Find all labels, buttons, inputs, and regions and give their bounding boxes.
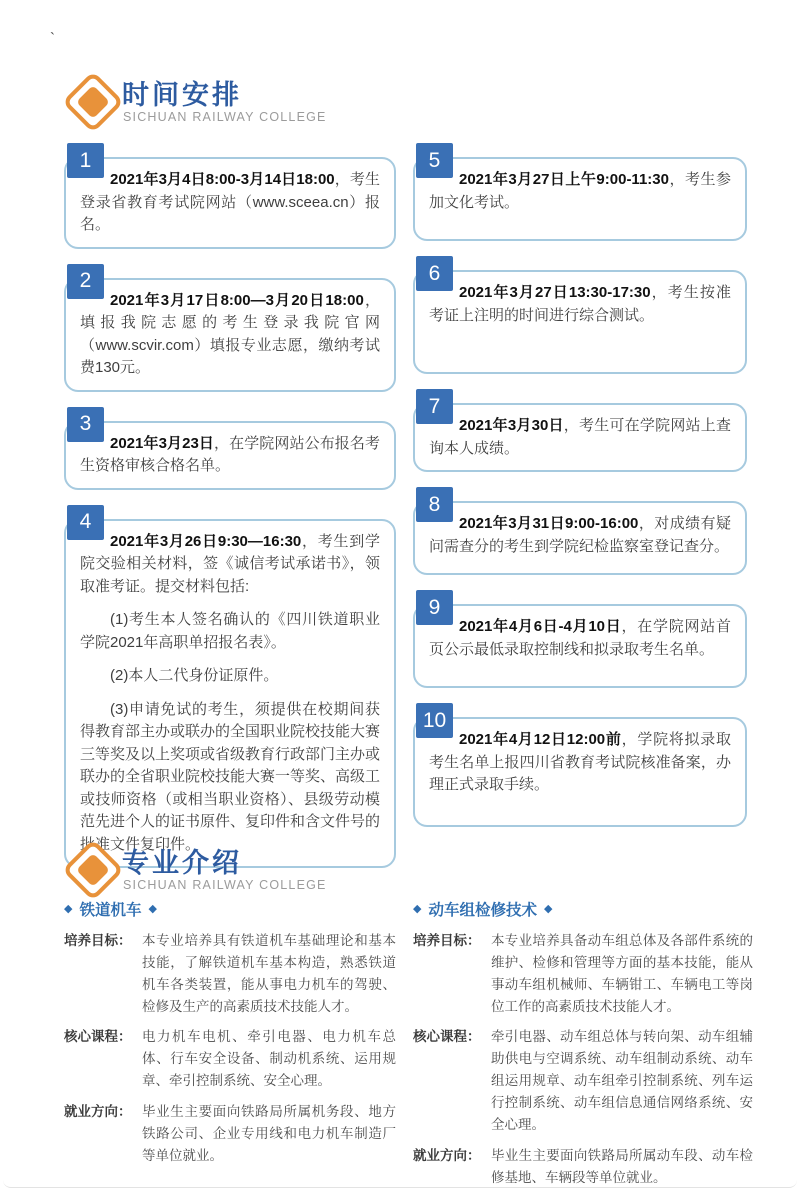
- date-text: 2021年3月26日9:30—16:30: [110, 532, 302, 550]
- date-text: 2021年3月31日9:00-16:00: [459, 515, 639, 532]
- step-number-badge: 7: [416, 389, 453, 424]
- section-title: 专业介绍: [122, 848, 242, 878]
- date-text: 2021年4月6日-4月10日: [459, 618, 622, 635]
- body-text: ，填报我院志愿的考生登录我院官网（www.scvir.com）填报专业志愿，缴纳考试费130元。: [80, 291, 380, 376]
- date-text: 2021年3月23日: [110, 434, 214, 452]
- schedule-column-right: [413, 143, 747, 856]
- row-text: 毕业生主要面向铁路局所属机务段、地方铁路公司、企业专用线和电力机车制造厂等单位就业。: [142, 1104, 396, 1163]
- major-railway-locomotive: [64, 898, 396, 1176]
- step-number-badge: 6: [416, 256, 453, 291]
- material-item-1: (1)考生本人签名确认的《四川铁道职业学院2021年高职单招报名表》。: [80, 611, 380, 651]
- body-text: ，考生可在学院网站上查询本人成绩。: [429, 417, 731, 457]
- body-text: ，学院将拟录取考生名单上报四川省教育考试院核准备案，办理正式录取手续。: [429, 731, 731, 793]
- date-text: 2021年4月12日12:00前: [459, 731, 622, 748]
- body-text: ，考生登录省教育考试院网站（www.sceea.cn）报名。: [80, 171, 380, 233]
- schedule-box-4: [64, 510, 396, 869]
- step-number-badge: 5: [416, 143, 453, 178]
- schedule-box-9: [413, 595, 747, 688]
- major-row-goal: [64, 930, 396, 1017]
- step-number-badge: 4: [67, 505, 104, 540]
- schedule-box-8: [413, 492, 747, 575]
- date-text: 2021年3月4日8:00-3月14日18:00: [110, 171, 335, 188]
- diamond-logo-icon: [64, 72, 120, 130]
- section-subtitle: SICHUAN RAILWAY COLLEGE: [123, 110, 327, 124]
- page-bottom-edge: [3, 1180, 797, 1188]
- material-item-3: (3)申请免试的考生，须提供在校期间获得教育部主办或联办的全国职业院校技能大赛三等奖及以上奖项或省级教育行政部门主办或联办的全省职业院校技能大赛一等奖、高级工或技师资格（或相当职业资格）、县级劳动模范先进个人的证书原件、复印件和含文件号的批准文件复印件。: [80, 700, 381, 853]
- schedule-text: [429, 169, 731, 214]
- major-row-courses: [64, 1026, 396, 1092]
- row-text: 毕业生主要面向铁路局所属动车段、动车检修基地、车辆段等单位就业。: [491, 1147, 753, 1185]
- body-text: ，对成绩有疑问需查分的考生到学院纪检监察室登记查分。: [429, 515, 731, 555]
- row-text: 本专业培养具有铁道机车基础理论和基本技能，了解铁道机车基本构造，熟悉铁道机车各类装置，能从事电力机车的驾驶、检修及生产的高素质技术技能人才。: [142, 933, 396, 1014]
- schedule-text: [429, 729, 731, 797]
- body-text: ，在学院网站公布报名考生资格审核合格名单。: [80, 434, 380, 474]
- row-label: 核心课程：: [413, 1029, 481, 1045]
- schedule-column-left: [64, 143, 396, 897]
- schedule-text: [429, 513, 731, 558]
- row-text: 牵引电器、动车组总体与转向架、动车组辅助供电与空调系统、动车组制动系统、动车组运用规章、动车组牵引控制系统、列车运行控制系统、动车组信息通信网络系统、安全心理。: [491, 1029, 753, 1132]
- schedule-text: [80, 531, 380, 599]
- schedule-text: [80, 290, 380, 380]
- schedule-box-2: [64, 269, 396, 392]
- date-text: 2021年3月17日8:00—3月20日18:00: [110, 291, 364, 309]
- row-label: 核心课程：: [64, 1029, 132, 1045]
- schedule-text: [429, 616, 731, 661]
- major-emu-maintenance: [413, 898, 753, 1197]
- diamond-logo-icon: [64, 840, 120, 898]
- date-text: 2021年3月27日13:30-17:30: [459, 284, 651, 301]
- schedule-box-5: [413, 148, 747, 241]
- section-subtitle: SICHUAN RAILWAY COLLEGE: [123, 878, 327, 892]
- schedule-text: [429, 282, 731, 327]
- schedule-box-7: [413, 394, 747, 472]
- section-title: 时间安排: [122, 80, 242, 110]
- major-name: 铁道机车: [79, 902, 142, 919]
- major-row-career: [64, 1101, 396, 1167]
- step-number-badge: 2: [67, 264, 104, 299]
- body-text: ，在学院网站首页公示最低录取控制线和拟录取考生名单。: [429, 618, 731, 658]
- date-text: 2021年3月30日: [459, 417, 564, 434]
- major-row-courses: [413, 1026, 753, 1135]
- row-text: 电力机车电机、牵引电器、电力机车总体、行车安全设备、制动机系统、运用规章、牵引控制系统、安全心理。: [142, 1029, 396, 1089]
- schedule-text: [80, 433, 380, 478]
- body-text: ，考生到学院交验相关材料，签《诚信考试承诺书》，领取准考证。提交材料包括:: [80, 532, 380, 595]
- major-row-goal: [413, 930, 753, 1017]
- schedule-box-10: [413, 708, 747, 827]
- step-number-badge: 10: [416, 703, 453, 738]
- row-label: 就业方向：: [64, 1104, 132, 1120]
- step-number-badge: 3: [67, 407, 104, 442]
- major-title: [413, 898, 753, 920]
- diamond-bullet-icon: ◆: [64, 902, 73, 915]
- body-text: ，考生按准考证上注明的时间进行综合测试。: [429, 284, 731, 324]
- material-item-2: (2)本人二代身份证原件。: [110, 667, 279, 684]
- schedule-box-1: [64, 148, 396, 249]
- step-number-badge: 9: [416, 590, 453, 625]
- date-text: 2021年3月27日上午9:00-11:30: [459, 171, 669, 188]
- row-label: 就业方向：: [413, 1147, 481, 1163]
- schedule-box-3: [64, 412, 396, 490]
- diamond-bullet-icon: ◆: [543, 902, 553, 915]
- step-number-badge: 8: [416, 487, 453, 522]
- diamond-bullet-icon: ◆: [148, 902, 157, 915]
- row-text: 本专业培养具备动车组总体及各部件系统的维护、检修和管理等方面的基本技能，能从事动车组机械师、车辆钳工、车辆电工等岗位工作的高素质技术技能人才。: [491, 933, 753, 1014]
- row-label: 培养目标：: [64, 933, 132, 948]
- step-number-badge: 1: [67, 143, 104, 178]
- major-name: 动车组检修技术: [428, 902, 537, 919]
- diamond-bullet-icon: ◆: [413, 902, 422, 915]
- schedule-box-6: [413, 261, 747, 374]
- stray-mark: `: [50, 30, 55, 47]
- major-title: [64, 898, 396, 920]
- row-label: 培养目标：: [413, 933, 481, 948]
- schedule-text: [80, 169, 380, 237]
- body-text: ，考生参加文化考试。: [429, 171, 731, 211]
- schedule-text: [429, 415, 731, 460]
